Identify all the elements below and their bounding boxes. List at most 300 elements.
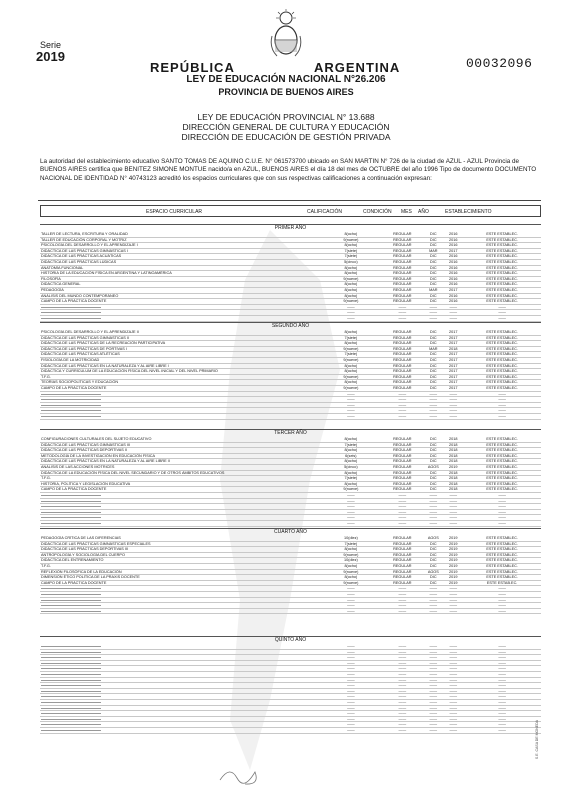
- month-cell: DIC: [423, 254, 443, 260]
- subject-cell: DIDÁCTICA Y CURRÍCULUM DE LA EDUCACIÓN FÍSICA DEL NIVEL INICIAL Y DEL NIVEL PRIMARIO: [40, 369, 320, 375]
- blank-cell: ——: [423, 586, 443, 592]
- subject-cell: DIDÁCTICA DE LAS PRÁCTICAS DEPORTIVAS II: [40, 448, 320, 454]
- institution-cell: ESTE ESTABLEC.: [463, 248, 541, 254]
- blank-cell: ——: [463, 304, 541, 310]
- blank-cell: ——: [381, 683, 423, 689]
- signature-mark: [215, 760, 265, 790]
- institution-cell: ESTE ESTABLEC.: [463, 453, 541, 459]
- subject-cell: TEORÍAS SOCIOPOLÍTICAS Y EDUCACIÓN: [40, 380, 320, 386]
- year-cell: 2016: [443, 254, 463, 260]
- blank-cell: ——: [443, 397, 463, 403]
- subject-cell: DIDÁCTICA DE LAS PRÁCTICAS GIMNÁSTICAS I: [40, 248, 320, 254]
- month-cell: DIC: [423, 552, 443, 558]
- institution-cell: ESTE ESTABLEC.: [463, 265, 541, 271]
- subject-cell: ANÁLISIS DEL MUNDO CONTEMPORÁNEO: [40, 293, 320, 299]
- month-cell: DIC: [423, 293, 443, 299]
- blank-cell: ——: [320, 655, 381, 661]
- grade-cell: 9(nueve): [320, 346, 381, 352]
- institution-cell: ESTE ESTABLEC.: [463, 363, 541, 369]
- blank-cell: ——: [381, 310, 423, 316]
- blank-cell: ——: [443, 591, 463, 597]
- blank-cell: ——: [320, 694, 381, 700]
- grades-table: [40, 232, 541, 322]
- blank-cell: ——: [320, 520, 381, 526]
- blank-cell: ——: [381, 666, 423, 672]
- blank-cell: ——: [463, 310, 541, 316]
- blank-cell: ——: [443, 498, 463, 504]
- grade-cell: 7(siete): [320, 335, 381, 341]
- blank-cell: ——: [381, 492, 423, 498]
- blank-cell: ——: [320, 699, 381, 705]
- col-establecimiento: ESTABLECIMIENTO: [445, 209, 492, 215]
- year-cell: 2017: [443, 352, 463, 358]
- condition-cell: REGULAR: [381, 580, 423, 586]
- blank-cell: ——: [320, 504, 381, 510]
- blank-cell: ——: [320, 586, 381, 592]
- blank-cell: ——: [381, 711, 423, 717]
- blank-cell: ——: [320, 660, 381, 666]
- grade-cell: 7(siete): [320, 248, 381, 254]
- subject-cell: DIDÁCTICA DE LAS PRÁCTICAS EN LA NATURALEZA Y AL AIRE LIBRE II: [40, 459, 320, 465]
- blank-cell: ——: [463, 671, 541, 677]
- institution-cell: ESTE ESTABLEC.: [463, 476, 541, 482]
- blank-cell: ——: [463, 644, 541, 649]
- year-cell: 2017: [443, 335, 463, 341]
- provincia-title: PROVINCIA DE BUENOS AIRES: [218, 87, 354, 97]
- year-cell: 2019: [443, 552, 463, 558]
- blank-cell: ——: [463, 504, 541, 510]
- col-espacio: ESPACIO CURRICULAR: [146, 209, 203, 215]
- blank-cell: ——: [320, 509, 381, 515]
- blank-cell: ——: [381, 520, 423, 526]
- month-cell: AGOS: [423, 464, 443, 470]
- blank-cell: ——: [463, 315, 541, 321]
- condition-cell: REGULAR: [381, 237, 423, 243]
- grade-cell: 8(ocho): [320, 232, 381, 237]
- grade-cell: 9(nueve): [320, 385, 381, 391]
- month-cell: DIC: [423, 232, 443, 237]
- blank-cell: ——: [443, 649, 463, 655]
- condition-cell: REGULAR: [381, 243, 423, 249]
- grade-cell: 5(cinco): [320, 464, 381, 470]
- month-cell: DIC: [423, 282, 443, 288]
- direccion-general: DIRECCIÓN GENERAL DE CULTURA Y EDUCACIÓN: [182, 122, 390, 132]
- grade-cell: 10(diez): [320, 558, 381, 564]
- blank-cell: ——: [463, 597, 541, 603]
- subject-cell: T.F.G.: [40, 563, 320, 569]
- blank-cell: ——: [423, 688, 443, 694]
- grade-cell: 7(siete): [320, 541, 381, 547]
- condition-cell: REGULAR: [381, 385, 423, 391]
- month-cell: DIC: [423, 575, 443, 581]
- blank-cell: ——: [320, 722, 381, 728]
- blank-cell: ——: [381, 671, 423, 677]
- blank-cell: ——: [381, 391, 423, 397]
- blank-cell: ——: [381, 402, 423, 408]
- month-cell: AGOS: [423, 569, 443, 575]
- blank-cell: ——: [381, 408, 423, 414]
- institution-cell: ESTE ESTAB.EC.: [463, 580, 541, 586]
- month-cell: AGOS: [423, 536, 443, 541]
- blank-cell: ——: [423, 711, 443, 717]
- direccion-privada: DIRECCIÓN DE EDUCACIÓN DE GESTIÓN PRIVADA: [181, 132, 391, 142]
- blank-cell: ——: [463, 655, 541, 661]
- year-cell: 2017: [443, 369, 463, 375]
- grade-cell: 8(ocho): [320, 575, 381, 581]
- blank-cell: ——: [463, 666, 541, 672]
- blank-cell: ——: [381, 727, 423, 733]
- year-cell: 2016: [443, 299, 463, 305]
- grade-cell: 8(ocho): [320, 459, 381, 465]
- blank-cell: ——: [443, 671, 463, 677]
- blank-cell: ——: [423, 716, 443, 722]
- subject-cell: PEDAGOGÍA: [40, 287, 320, 293]
- condition-cell: REGULAR: [381, 346, 423, 352]
- blank-cell: ——: [320, 711, 381, 717]
- month-cell: DIC: [423, 580, 443, 586]
- blank-cell: ——: [443, 304, 463, 310]
- year-cell: 2019: [443, 563, 463, 569]
- condition-cell: REGULAR: [381, 293, 423, 299]
- blank-row: [40, 413, 541, 419]
- subject-cell: FILOSOFÍA: [40, 276, 320, 282]
- month-cell: DIC: [423, 470, 443, 476]
- institution-cell: ESTE ESTABLEC.: [463, 536, 541, 541]
- blank-cell: ——: [381, 705, 423, 711]
- subject-cell: DIDÁCTICA DE LAS PRÁCTICAS DEPORTIVAS III: [40, 547, 320, 553]
- grade-cell: 8(ocho): [320, 293, 381, 299]
- blank-cell: ——: [463, 413, 541, 419]
- institution-cell: ESTE ESTABLEC.: [463, 254, 541, 260]
- institution-cell: ESTE ESTABLEC.: [463, 299, 541, 305]
- blank-cell: ——: [381, 504, 423, 510]
- blank-cell: ——: [463, 716, 541, 722]
- subject-cell: DIDÁCTICA GENERAL: [40, 282, 320, 288]
- blank-cell: ——: [443, 586, 463, 592]
- blank-cell: ——: [423, 694, 443, 700]
- institution-cell: ESTE ESTABLEC.: [463, 569, 541, 575]
- blank-row: [40, 520, 541, 526]
- blank-cell: ——: [463, 694, 541, 700]
- institution-cell: ESTE ESTABLEC.: [463, 282, 541, 288]
- institution-cell: ESTE ESTABLEC.: [463, 330, 541, 335]
- condition-cell: REGULAR: [381, 464, 423, 470]
- grade-cell: 8(ocho): [320, 287, 381, 293]
- institution-cell: ESTE ESTABLEC.: [463, 352, 541, 358]
- month-cell: DIC: [423, 448, 443, 454]
- blank-cell: ——: [381, 603, 423, 609]
- condition-cell: REGULAR: [381, 352, 423, 358]
- month-cell: MAR: [423, 287, 443, 293]
- blank-cell: ——: [423, 315, 443, 321]
- blank-cell: [40, 413, 320, 419]
- blank-cell: ——: [463, 408, 541, 414]
- blank-cell: ——: [463, 683, 541, 689]
- blank-cell: ——: [423, 515, 443, 521]
- condition-cell: REGULAR: [381, 558, 423, 564]
- blank-cell: ——: [423, 408, 443, 414]
- month-cell: DIC: [423, 459, 443, 465]
- blank-row: [40, 315, 541, 321]
- blank-cell: ——: [463, 677, 541, 683]
- year-cell: 2016: [443, 232, 463, 237]
- year-cell: 2016: [443, 276, 463, 282]
- grade-cell: 9(nueve): [320, 237, 381, 243]
- blank-cell: ——: [423, 660, 443, 666]
- subject-cell: DIMENSIÓN ÉTICO POLÍTICA DE LA PRAXIS DOCENTE: [40, 575, 320, 581]
- blank-cell: ——: [320, 671, 381, 677]
- blank-cell: ——: [320, 591, 381, 597]
- year-cell: 2018: [443, 487, 463, 493]
- grade-cell: 8(ocho): [320, 265, 381, 271]
- blank-cell: ——: [320, 515, 381, 521]
- blank-cell: ——: [381, 515, 423, 521]
- month-cell: DIC: [423, 259, 443, 265]
- month-cell: DIC: [423, 487, 443, 493]
- institution-cell: ESTE ESTABLEC.: [463, 558, 541, 564]
- subject-cell: DIDÁCTICA DE LAS PRÁCTICAS DE PORTIVAS I: [40, 346, 320, 352]
- year-cell: 2016: [443, 259, 463, 265]
- condition-cell: REGULAR: [381, 437, 423, 442]
- blank-cell: ——: [381, 649, 423, 655]
- blank-cell: ——: [320, 498, 381, 504]
- blank-cell: [40, 608, 320, 614]
- year-cell: 2017: [443, 380, 463, 386]
- blank-cell: ——: [320, 397, 381, 403]
- subject-cell: HISTORIA, POLÍTICA Y LEGISLACIÓN EDUCATIVA: [40, 481, 320, 487]
- blank-cell: ——: [443, 408, 463, 414]
- institution-cell: ESTE ESTABLEC.: [463, 357, 541, 363]
- blank-cell: ——: [423, 644, 443, 649]
- year-cell: 2017: [443, 330, 463, 335]
- condition-cell: REGULAR: [381, 448, 423, 454]
- blank-cell: ——: [381, 655, 423, 661]
- subject-cell: ANATOMÍA FUNCIONAL: [40, 265, 320, 271]
- institution-cell: ESTE ESTABLEC.: [463, 547, 541, 553]
- year-cell: 2019: [443, 547, 463, 553]
- blank-cell: ——: [423, 727, 443, 733]
- institution-cell: ESTE ESTABLEC.: [463, 487, 541, 493]
- month-cell: DIC: [423, 558, 443, 564]
- blank-cell: ——: [443, 402, 463, 408]
- year-cell: 2017: [443, 341, 463, 347]
- blank-cell: [40, 520, 320, 526]
- month-cell: DIC: [423, 243, 443, 249]
- year-cell: 2017: [443, 357, 463, 363]
- grade-cell: 8(ocho): [320, 448, 381, 454]
- month-cell: DIC: [423, 541, 443, 547]
- blank-cell: ——: [463, 705, 541, 711]
- grade-cell: 9(nueve): [320, 299, 381, 305]
- blank-cell: ——: [463, 586, 541, 592]
- blank-cell: ——: [443, 683, 463, 689]
- subject-cell: PEDAGOGÍA CRÍTICA DE LAS DIFERENCIAS: [40, 536, 320, 541]
- blank-cell: ——: [320, 716, 381, 722]
- blank-cell: ——: [423, 498, 443, 504]
- blank-cell: ——: [463, 660, 541, 666]
- institution-cell: ESTE ESTABLEC.: [463, 232, 541, 237]
- blank-row: [40, 608, 541, 614]
- col-calificacion: CALIFICACIÓN: [307, 209, 343, 215]
- blank-cell: ——: [443, 716, 463, 722]
- subject-cell: DIDÁCTICA DE LA EDUCACIÓN FÍSICA DEL NIVEL SECUNDARIO Y DE OTROS ÁMBITOS EDUCATIVOS: [40, 470, 320, 476]
- month-cell: DIC: [423, 374, 443, 380]
- subject-cell: CAMPO DE LA PRÁCTICA DOCENTE: [40, 299, 320, 305]
- blank-cell: ——: [320, 408, 381, 414]
- grade-cell: 5(cinco): [320, 259, 381, 265]
- blank-cell: ——: [381, 509, 423, 515]
- blank-cell: ——: [381, 413, 423, 419]
- subject-cell: T.F.G.: [40, 476, 320, 482]
- condition-cell: REGULAR: [381, 563, 423, 569]
- blank-cell: ——: [423, 655, 443, 661]
- condition-cell: REGULAR: [381, 276, 423, 282]
- year-cell: 2018: [443, 346, 463, 352]
- blank-cell: ——: [381, 498, 423, 504]
- year-cell: 2016: [443, 243, 463, 249]
- blank-cell: ——: [320, 705, 381, 711]
- condition-cell: REGULAR: [381, 335, 423, 341]
- blank-cell: ——: [320, 310, 381, 316]
- condition-cell: REGULAR: [381, 459, 423, 465]
- year-cell: 2017: [443, 248, 463, 254]
- subject-cell: PSICOLOGÍA DEL DESARROLLO Y EL APRENDIZAJE II: [40, 330, 320, 335]
- condition-cell: REGULAR: [381, 569, 423, 575]
- subject-cell: ANÁLISIS DE LAS ACCIONES MOTRICES: [40, 464, 320, 470]
- institution-cell: ESTE ESTABLEC.: [463, 470, 541, 476]
- blank-cell: ——: [320, 649, 381, 655]
- month-cell: DIC: [423, 352, 443, 358]
- subject-cell: METODOLOGÍA DE LA INVESTIGACIÓN EN EDUCACIÓN FÍSICA: [40, 453, 320, 459]
- month-cell: DIC: [423, 385, 443, 391]
- blank-cell: ——: [443, 705, 463, 711]
- grade-cell: 9(nueve): [320, 357, 381, 363]
- grades-table: [40, 536, 541, 614]
- year-cell: 2019: [443, 464, 463, 470]
- blank-cell: ——: [443, 688, 463, 694]
- year-cell: 2016: [443, 271, 463, 277]
- blank-cell: ——: [463, 603, 541, 609]
- table-header: [40, 205, 541, 217]
- blank-cell: ——: [443, 699, 463, 705]
- month-cell: DIC: [423, 437, 443, 442]
- argentina-title: ARGENTINA: [314, 60, 401, 75]
- year-cell: 2019: [443, 558, 463, 564]
- month-cell: DIC: [423, 335, 443, 341]
- col-mes: MES: [401, 209, 412, 215]
- grade-cell: 7(siete): [320, 352, 381, 358]
- grade-cell: 9(nueve): [320, 487, 381, 493]
- blank-cell: ——: [463, 509, 541, 515]
- subject-cell: DIDÁCTICA DE LAS PRÁCTICAS ATLÉTICAS: [40, 352, 320, 358]
- blank-cell: ——: [443, 660, 463, 666]
- col-condicion: CONDICIÓN: [363, 209, 392, 215]
- grade-cell: 10(diez): [320, 536, 381, 541]
- blank-cell: ——: [423, 597, 443, 603]
- blank-cell: ——: [443, 644, 463, 649]
- grade-cell: 7(siete): [320, 476, 381, 482]
- year-cell: 2019: [443, 536, 463, 541]
- grade-cell: 9(nueve): [320, 374, 381, 380]
- blank-row: [40, 727, 541, 733]
- blank-cell: ——: [443, 677, 463, 683]
- condition-cell: REGULAR: [381, 248, 423, 254]
- blank-cell: ——: [463, 727, 541, 733]
- blank-cell: ——: [320, 666, 381, 672]
- year-cell: 2017: [443, 374, 463, 380]
- subject-cell: HISTORIA DE LA EDUCACIÓN FÍSICA EN ARGENTINA Y LATINOAMÉRICA: [40, 271, 320, 277]
- blank-cell: ——: [423, 509, 443, 515]
- blank-cell: ——: [381, 688, 423, 694]
- condition-cell: REGULAR: [381, 380, 423, 386]
- blank-cell: ——: [443, 727, 463, 733]
- blank-cell: ——: [381, 677, 423, 683]
- institution-cell: ESTE ESTABLEC.: [463, 481, 541, 487]
- blank-cell: ——: [381, 644, 423, 649]
- blank-cell: ——: [443, 504, 463, 510]
- subject-cell: CAMPO DE LA PRÁCTICA DOCENTE: [40, 487, 320, 493]
- subject-cell: DIDÁCTICA DE LAS PRÁCTICAS ACUÁTICAS: [40, 254, 320, 260]
- blank-cell: ——: [423, 504, 443, 510]
- condition-cell: REGULAR: [381, 287, 423, 293]
- subject-cell: CONFIGURACIONES CULTURALES DEL SUJETO EDUCATIVO: [40, 437, 320, 442]
- blank-cell: ——: [463, 722, 541, 728]
- institution-cell: ESTE ESTABLEC.: [463, 464, 541, 470]
- year-title: QUINTO AÑO: [40, 636, 541, 644]
- blank-cell: ——: [443, 492, 463, 498]
- blank-cell: ——: [443, 310, 463, 316]
- year-cell: 2016: [443, 293, 463, 299]
- blank-cell: ——: [423, 413, 443, 419]
- subject-cell: CAMPO DE LA PRÁCTICA DOCENTE: [40, 385, 320, 391]
- blank-cell: ——: [320, 677, 381, 683]
- blank-cell: ——: [443, 391, 463, 397]
- blank-cell: ——: [443, 666, 463, 672]
- blank-cell: ——: [463, 591, 541, 597]
- condition-cell: REGULAR: [381, 369, 423, 375]
- blank-cell: ——: [463, 391, 541, 397]
- month-cell: DIC: [423, 547, 443, 553]
- blank-cell: ——: [423, 666, 443, 672]
- blank-cell: ——: [423, 304, 443, 310]
- institution-cell: ESTE ESTABLEC.: [463, 369, 541, 375]
- subject-cell: T.F.G.: [40, 374, 320, 380]
- grades-table: [40, 437, 541, 527]
- blank-cell: [40, 315, 320, 321]
- ley-provincial: LEY DE EDUCACIÓN PROVINCIAL N° 13.688: [197, 112, 375, 122]
- blank-cell: ——: [381, 660, 423, 666]
- condition-cell: REGULAR: [381, 374, 423, 380]
- blank-cell: ——: [443, 722, 463, 728]
- month-cell: DIC: [423, 481, 443, 487]
- year-title: CUARTO AÑO: [40, 528, 541, 536]
- condition-cell: REGULAR: [381, 476, 423, 482]
- coat-of-arms-icon: [269, 8, 303, 60]
- blank-cell: ——: [320, 603, 381, 609]
- grades-table: [40, 644, 541, 734]
- institution-cell: ESTE ESTABLEC.: [463, 437, 541, 442]
- grade-cell: 8(ocho): [320, 330, 381, 335]
- grade-cell: 8(ocho): [320, 282, 381, 288]
- ley-nacional: LEY DE EDUCACIÓN NACIONAL N°26.206: [186, 74, 386, 85]
- blank-cell: ——: [423, 603, 443, 609]
- institution-cell: ESTE ESTABLEC.: [463, 459, 541, 465]
- grade-cell: 8(ocho): [320, 547, 381, 553]
- month-cell: DIC: [423, 476, 443, 482]
- month-cell: DIC: [423, 453, 443, 459]
- blank-cell: ——: [443, 315, 463, 321]
- blank-cell: ——: [423, 310, 443, 316]
